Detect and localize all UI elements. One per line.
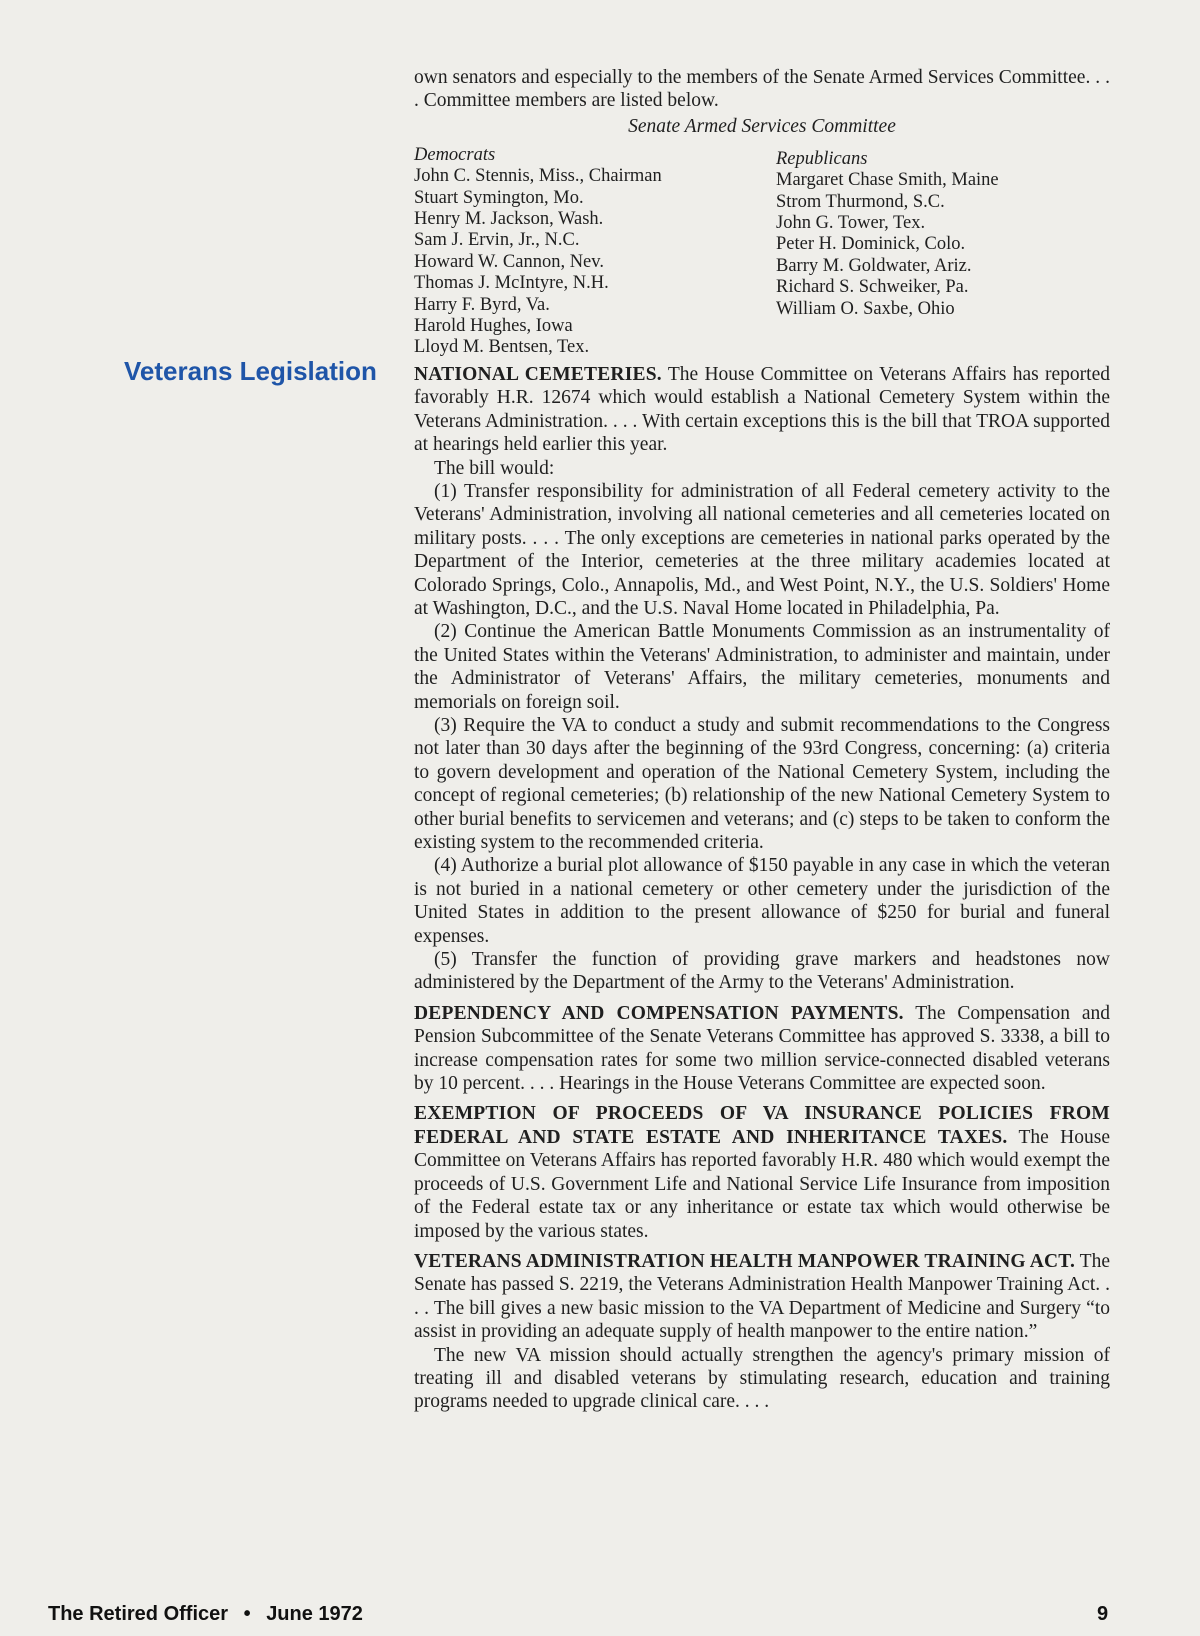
section-keyword: EXEMPTION OF PROCEEDS OF VA INSURANCE POLICIES FROM FEDERAL AND STATE ESTATE AND INHERITANCE TAXES. (414, 1103, 1110, 1148)
section-text: The Senate has passed S. 2219, the Veterans Administration Health Manpower Training Act. . . . The bill gives a new basic mission to the VA Department of Medicine and Surgery “to assist in providing an adequate supply of health manpower to the entire nation.” (414, 1250, 1110, 1343)
dependency-section (414, 1002, 1110, 1096)
member-name: Strom Thurmond, S.C. (776, 191, 945, 212)
section-heading: Veterans Legislation (124, 356, 377, 386)
section-paragraph (414, 1102, 1110, 1242)
member-name: John C. Stennis, Miss., Chairman (414, 166, 662, 187)
footer-separator: • (243, 1603, 251, 1625)
committee-title: Senate Armed Services Committee (628, 115, 896, 137)
democrats-label: Democrats (414, 144, 496, 165)
member-name: Harold Hughes, Iowa (414, 316, 573, 337)
bill-item: (3) Require the VA to conduct a study and submit recommendations to the Congress not later than 30 days after the beginning of the 93rd Congress, concerning: (a) criteria to govern development and operation of the National Cemetery System, including the concept of regional cemeteries; (b) relationship of the new National Cemetery System to other burial benefits to servicemen and veterans; and (c) steps to be taken to conform the existing system to the recommended criteria. (414, 714, 1110, 853)
section-text: The Compensation and Pension Subcommittee of the Senate Veterans Committee has approved S. 3338, a bill to increase compensation rates for some two million service-connected disabled veterans by 10 percent. . . . Hearings in the House Veterans Committee are expected soon. (414, 1002, 1110, 1095)
committee-block (414, 115, 1110, 359)
section-text: The House Committee on Veterans Affairs has reported favorably H.R. 12674 which would establish a National Cemetery System within the Veterans Administration. . . . With certain exceptions this is the bill that TROA supported at hearings held earlier this year. (414, 363, 1110, 456)
page-number: 9 (1097, 1603, 1109, 1625)
publication-name: The Retired Officer (48, 1603, 229, 1625)
section-keyword: VETERANS ADMINISTRATION HEALTH MANPOWER TRAINING ACT. (414, 1250, 1076, 1272)
member-name: Henry M. Jackson, Wash. (414, 209, 604, 230)
republicans-column (776, 145, 1110, 359)
bill-item: (4) Authorize a burial plot allowance of $150 payable in any case in which the veteran is not buried in a national cemetery or other cemetery under the jurisdiction of the United States in addition to the present allowance of $250 for burial and funeral expenses. (414, 855, 1110, 947)
member-name: Margaret Chase Smith, Maine (776, 170, 999, 191)
democrats-column (414, 145, 776, 359)
manpower-section (414, 1250, 1110, 1414)
section-paragraph (414, 1002, 1110, 1096)
committee-columns (414, 145, 1110, 359)
section-paragraph (414, 1250, 1110, 1344)
member-name: Peter H. Dominick, Colo. (776, 234, 966, 255)
member-name: William O. Saxbe, Ohio (776, 298, 955, 319)
footer-publication (48, 1603, 363, 1626)
member-name: Sam J. Ervin, Jr., N.C. (414, 230, 580, 251)
section-paragraph (414, 363, 1110, 457)
bill-would-line: The bill would: (434, 457, 555, 479)
section-keyword: NATIONAL CEMETERIES. (414, 363, 662, 385)
republicans-label: Republicans (776, 148, 868, 169)
main-column (414, 66, 1110, 1414)
national-cemeteries-section (414, 363, 1110, 995)
publication-date: June 1972 (266, 1603, 363, 1625)
section-paragraph: The new VA mission should actually strengthen the agency's primary mission of treating ill and disabled veterans by stimulating research, education and training programs needed to upgrade clinical care. . . . (414, 1344, 1110, 1413)
member-name: Richard S. Schweiker, Pa. (776, 277, 969, 298)
exemption-section (414, 1102, 1110, 1242)
section-text: The House Committee on Veterans Affairs has reported favorably H.R. 480 which would exempt the proceeds of U.S. Government Life and National Service Life Insurance from imposition of the Federal estate tax or any inheritance or estate tax which would otherwise be imposed by the various states. (414, 1126, 1110, 1242)
member-name: Howard W. Cannon, Nev. (414, 251, 604, 272)
member-name: Stuart Symington, Mo. (414, 187, 584, 208)
member-name: John G. Tower, Tex. (776, 213, 926, 234)
member-name: Thomas J. McIntyre, N.H. (414, 273, 609, 294)
section-keyword: DEPENDENCY AND COMPENSATION PAYMENTS. (414, 1002, 904, 1024)
member-name: Lloyd M. Bentsen, Tex. (414, 337, 590, 358)
bill-item: (2) Continue the American Battle Monuments Commission as an instrumentality of the United States within the Veterans' Administration, to administer and maintain, under the Administrator of Veterans' Affairs, the military cemeteries, monuments and memorials on foreign soil. (414, 621, 1110, 713)
member-name: Harry F. Byrd, Va. (414, 294, 550, 315)
bill-item: (1) Transfer responsibility for administration of all Federal cemetery activity to the Veterans' Administration, involving all national cemeteries and all cemeteries located on military posts. . . . The only exceptions are cemeteries in national parks operated by the Department of the Interior, cemeteries at the three military academies located at Colorado Springs, Colo., Annapolis, Md., and West Point, N.Y., the U.S. Soldiers' Home at Washington, D.C., and the U.S. Naval Home located in Philadelphia, Pa. (414, 480, 1110, 619)
member-name: Barry M. Goldwater, Ariz. (776, 255, 972, 276)
bill-item: (5) Transfer the function of providing grave markers and headstones now administered by the Department of the Army to the Veterans' Administration. (414, 949, 1110, 994)
intro-paragraph: own senators and especially to the members of the Senate Armed Services Committee. . . . Committee members are listed below. (414, 67, 1110, 112)
